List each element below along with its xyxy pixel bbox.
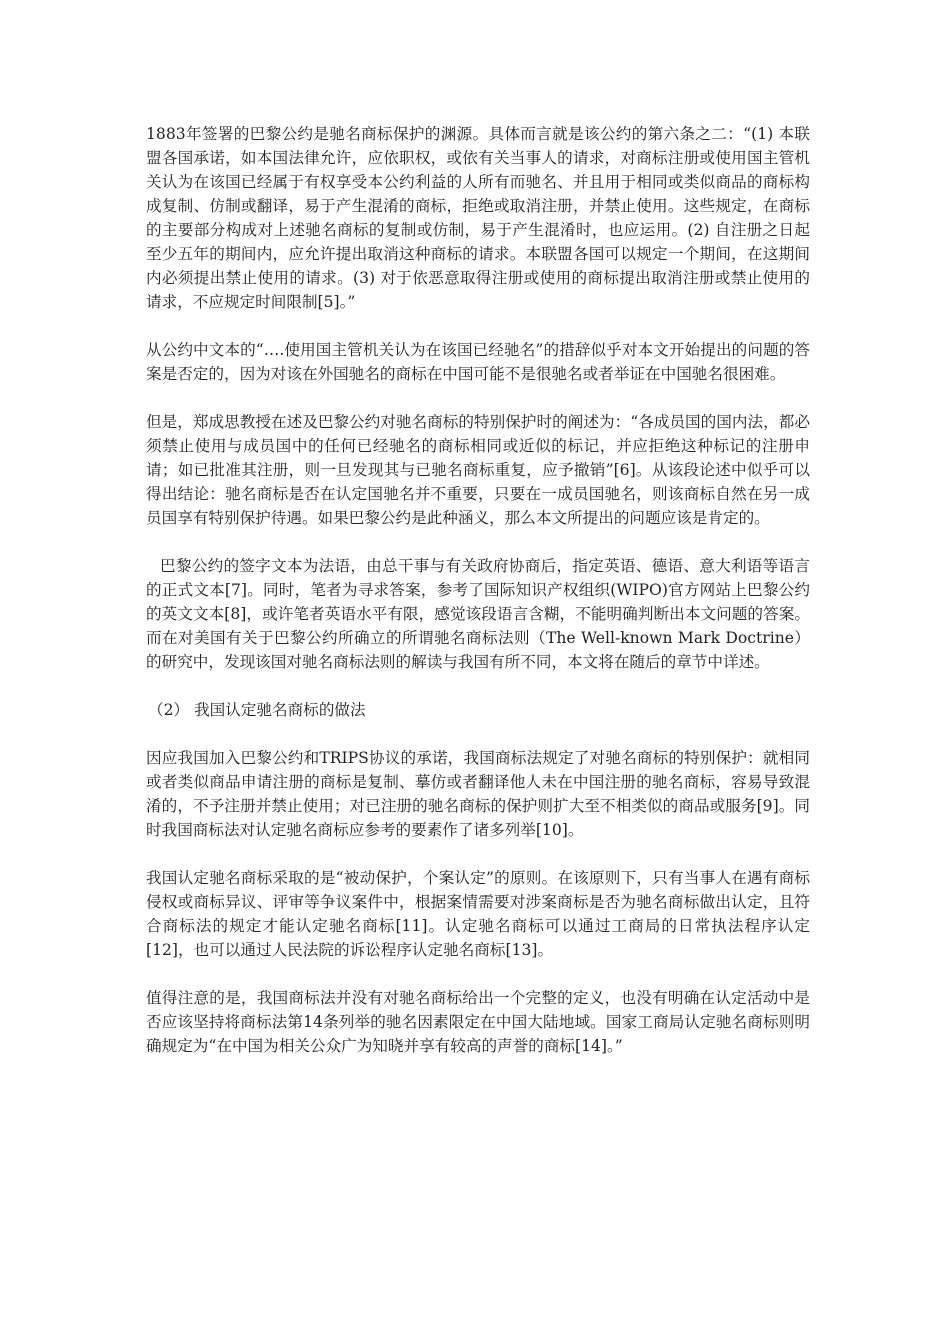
paragraph-convention-wording: 从公约中文本的“….使用国主管机关认为在该国已经驰名”的措辞似乎对本文开始提出的问题的答案是否定的，因为对该在外国驰名的商标在中国可能不是很驰名或者举证在中国驰名很困难。 bbox=[146, 341, 810, 383]
paragraph-official-texts: 巴黎公约的签字文本为法语，由总干事与有关政府协商后，指定英语、德语、意大利语等语言的正式文本[7]。同时，笔者为寻求答案，参考了国际知识产权组织(WIPO)官方网站上巴黎公约的英文文本[8]，或许笔者英语水平有限，感觉该段语言含糊，不能明确判断出本文问题的答案。而在对美国有关于巴黎公约所确立的所谓驰名商标法则（The Well-known Mark Doctrine）的研究中，发现该国对驰名商标法则的解读与我国有所不同，本文将在随后的章节中详述。 bbox=[146, 557, 810, 671]
paragraph-professor-view: 但是，郑成思教授在述及巴黎公约对驰名商标的特别保护时的阐述为：“各成员国的国内法，都必须禁止使用与成员国中的任何已经驰名的商标相同或近似的标记，并应拒绝这种标记的注册申请；如已批准其注册，则一旦发现其与已驰名商标重复，应予撤销”[6]。从该段论述中似乎可以得出结论：驰名商标是否在认定国驰名并不重要，只要在一成员国驰名，则该商标自然在另一成员国享有特别保护待遇。如果巴黎公约是此种涵义，那么本文所提出的问题应该是肯定的。 bbox=[146, 413, 810, 527]
document-body bbox=[146, 122, 810, 1082]
section-heading: （2） 我国认定驰名商标的做法 bbox=[148, 701, 366, 719]
paragraph-paris-convention-origin: 1883年签署的巴黎公约是驰名商标保护的渊源。具体而言就是该公约的第六条之二：“(1) 本联盟各国承诺，如本国法律允许，应依职权，或依有关当事人的请求，对商标注册或使用国主管机关认为在该国已经属于有权享受本公约利益的人所有而驰名、并且用于相同或类似商品的商标构成复制、仿制或翻译，易于产生混淆的商标，拒绝或取消注册，并禁止使用。这些规定，在商标的主要部分构成对上述驰名商标的复制或仿制，易于产生混淆时，也应运用。(2) 自注册之日起至少五年的期间内，应允许提出取消这种商标的请求。本联盟各国可以规定一个期间，在这期间内必须提出禁止使用的请求。(3) 对于依恶意取得注册或使用的商标提出取消注册或禁止使用的请求，不应规定时间限制[5]。” bbox=[146, 125, 810, 311]
paragraph-passive-protection: 我国认定驰名商标采取的是“被动保护，个案认定”的原则。在该原则下，只有当事人在遇有商标侵权或商标异议、评审等争议案件中，根据案情需要对涉案商标是否为驰名商标做出认定，且符合商标法的规定才能认定驰名商标[11]。认定驰名商标可以通过工商局的日常执法程序认定[12]，也可以通过人民法院的诉讼程序认定驰名商标[13]。 bbox=[146, 869, 810, 959]
paragraph-china-trademark-law: 因应我国加入巴黎公约和TRIPS协议的承诺，我国商标法规定了对驰名商标的特别保护：就相同或者类似商品申请注册的商标是复制、摹仿或者翻译他人未在中国注册的驰名商标，容易导致混淆的，不予注册并禁止使用；对已注册的驰名商标的保护则扩大至不相类似的商品或服务[9]。同时我国商标法对认定驰名商标应参考的要素作了诸多列举[10]。 bbox=[146, 749, 810, 839]
paragraph-definition-note: 值得注意的是，我国商标法并没有对驰名商标给出一个完整的定义，也没有明确在认定活动中是否应该坚持将商标法第14条列举的驰名因素限定在中国大陆地域。国家工商局认定驰名商标则明确规定为“在中国为相关公众广为知晓并享有较高的声誉的商标[14]。” bbox=[146, 989, 810, 1055]
